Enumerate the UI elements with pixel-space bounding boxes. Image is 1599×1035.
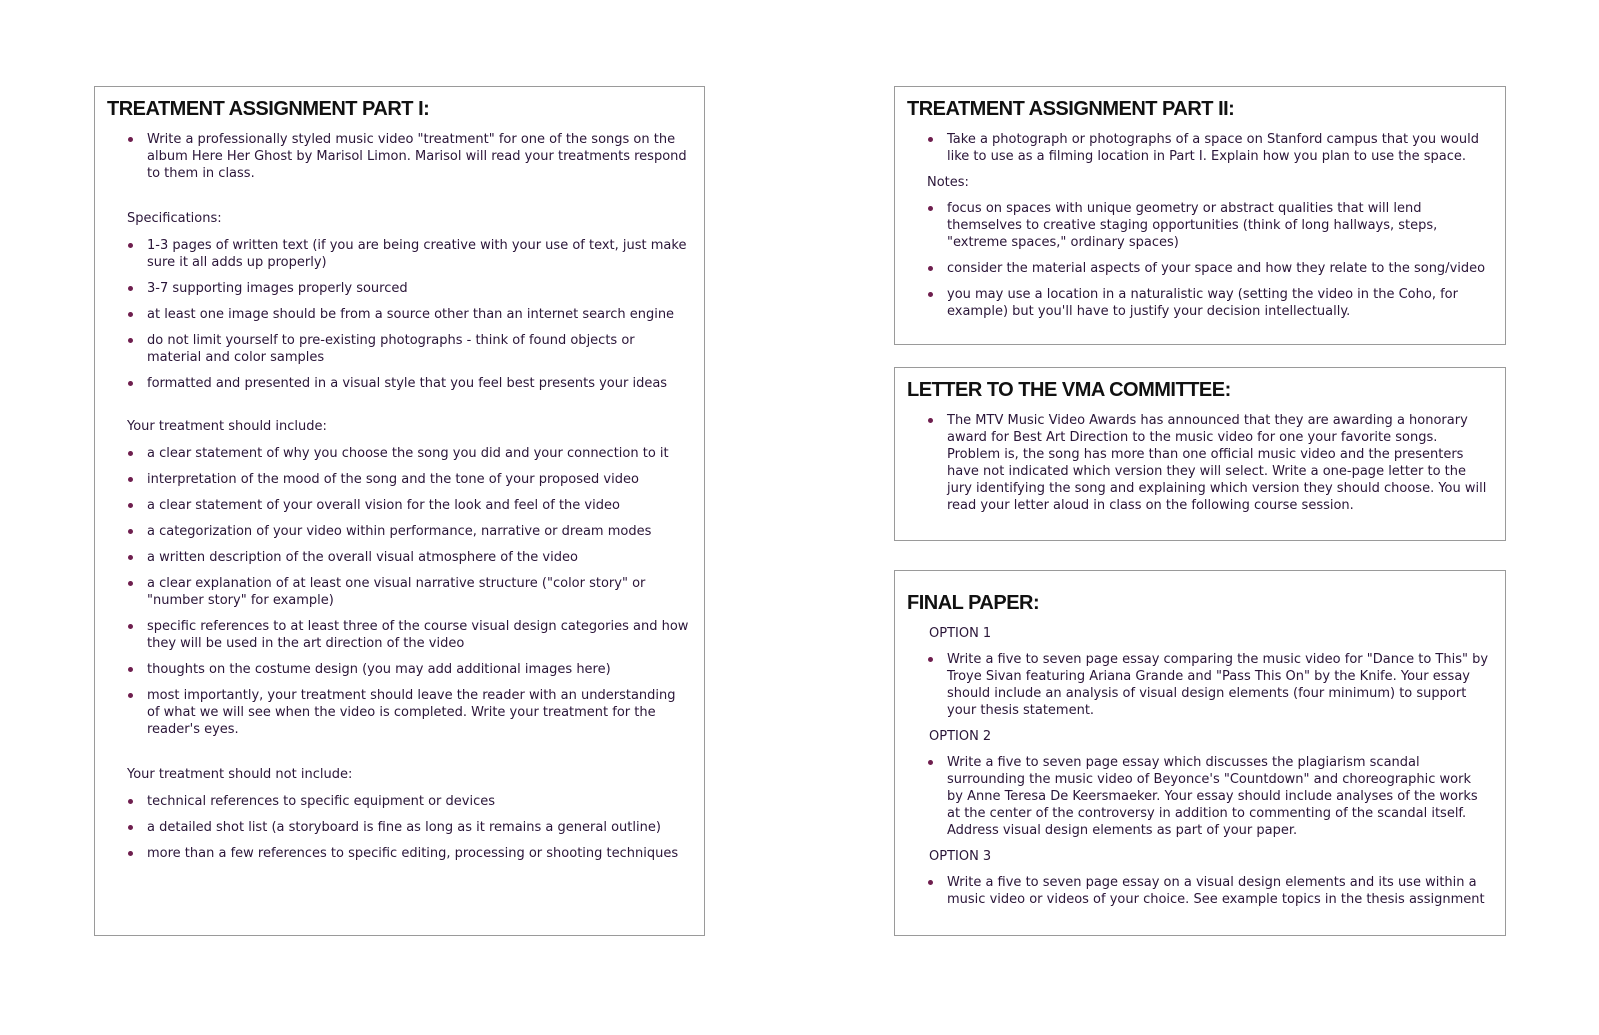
list-item: at least one image should be from a source other than an internet search engine bbox=[107, 306, 690, 323]
option-label: OPTION 1 bbox=[929, 626, 992, 641]
list-item: consider the material aspects of your space and how they relate to the song/video bbox=[907, 260, 1491, 277]
list-item: The MTV Music Video Awards has announced that they are awarding a honorary award for Best Art Direction to the music video for one your favorite songs. Problem is, the song has more than one official music video and the presenters have not indicated which version they will select. Write a one-page letter to the jury identifying the song and explaining which version they should choose. You will read your letter aloud in class on the following course session. bbox=[907, 412, 1491, 514]
exclude-label: Your treatment should not include: bbox=[127, 767, 353, 782]
list-item: Write a five to seven page essay comparing the music video for "Dance to This" by Troye Sivan featuring Ariana Grande and "Pass This On" by the Knife. Your essay should include an analysis of visual design elements (four minimum) to support your thesis statement. bbox=[907, 651, 1491, 719]
list-item: a categorization of your video within performance, narrative or dream modes bbox=[107, 523, 690, 540]
include-list bbox=[107, 445, 690, 738]
list-item: technical references to specific equipment or devices bbox=[107, 793, 690, 810]
vma-letter-panel bbox=[894, 367, 1506, 541]
list-item: more than a few references to specific editing, processing or shooting techniques bbox=[107, 845, 690, 862]
list-item: a clear statement of your overall vision for the look and feel of the video bbox=[107, 497, 690, 514]
list-item: focus on spaces with unique geometry or abstract qualities that will lend themselves to creative staging opportunities (think of long hallways, steps, "extreme spaces," ordinary spaces) bbox=[907, 200, 1491, 251]
exclude-list bbox=[107, 793, 690, 862]
part2-intro-list bbox=[907, 131, 1491, 165]
notes-list bbox=[907, 200, 1491, 320]
part1-title: TREATMENT ASSIGNMENT PART I: bbox=[107, 98, 430, 120]
final-paper-panel bbox=[894, 570, 1506, 936]
list-item: thoughts on the costume design (you may add additional images here) bbox=[107, 661, 690, 678]
option-label: OPTION 2 bbox=[929, 729, 992, 744]
specifications-list bbox=[107, 237, 690, 392]
list-item: Write a five to seven page essay which discusses the plagiarism scandal surrounding the music video of Beyonce's "Countdown" and choreographic work by Anne Teresa De Keersmaeker. Your essay should include analyses of the works at the center of the controversy in addition to commenting of the scandal itself. Address visual design elements as part of your paper. bbox=[907, 754, 1491, 839]
notes-label: Notes: bbox=[927, 175, 969, 190]
include-label: Your treatment should include: bbox=[127, 419, 327, 434]
option-list bbox=[907, 754, 1491, 839]
treatment-part1-panel bbox=[94, 86, 705, 936]
list-item: specific references to at least three of the course visual design categories and how they will be used in the art direction of the video bbox=[107, 618, 690, 652]
list-item: Take a photograph or photographs of a space on Stanford campus that you would like to use as a filming location in Part I. Explain how you plan to use the space. bbox=[907, 131, 1491, 165]
list-item: a clear statement of why you choose the song you did and your connection to it bbox=[107, 445, 690, 462]
option-list bbox=[907, 874, 1491, 908]
list-item: 1-3 pages of written text (if you are being creative with your use of text, just make sure it all adds up properly) bbox=[107, 237, 690, 271]
list-item: 3-7 supporting images properly sourced bbox=[107, 280, 690, 297]
list-item: a detailed shot list (a storyboard is fine as long as it remains a general outline) bbox=[107, 819, 690, 836]
list-item: interpretation of the mood of the song and the tone of your proposed video bbox=[107, 471, 690, 488]
part2-title: TREATMENT ASSIGNMENT PART II: bbox=[907, 98, 1235, 120]
part1-intro-list bbox=[107, 131, 690, 182]
list-item: formatted and presented in a visual style that you feel best presents your ideas bbox=[107, 375, 690, 392]
list-item: a written description of the overall visual atmosphere of the video bbox=[107, 549, 690, 566]
specifications-label: Specifications: bbox=[127, 211, 222, 226]
list-item: you may use a location in a naturalistic way (setting the video in the Coho, for example) but you'll have to justify your decision intellectually. bbox=[907, 286, 1491, 320]
list-item: Write a five to seven page essay on a visual design elements and its use within a music video or videos of your choice. See example topics in the thesis assignment bbox=[907, 874, 1491, 908]
letter-title: LETTER TO THE VMA COMMITTEE: bbox=[907, 379, 1231, 401]
list-item: do not limit yourself to pre-existing photographs - think of found objects or material and color samples bbox=[107, 332, 690, 366]
final-title: FINAL PAPER: bbox=[907, 592, 1040, 614]
list-item: Write a professionally styled music video "treatment" for one of the songs on the album Here Her Ghost by Marisol Limon. Marisol will read your treatments respond to them in class. bbox=[107, 131, 690, 182]
option-label: OPTION 3 bbox=[929, 849, 992, 864]
letter-list bbox=[907, 412, 1491, 514]
list-item: most importantly, your treatment should leave the reader with an understanding of what we will see when the video is completed. Write your treatment for the reader's eyes. bbox=[107, 687, 690, 738]
option-list bbox=[907, 651, 1491, 719]
list-item: a clear explanation of at least one visual narrative structure ("color story" or "number story" for example) bbox=[107, 575, 690, 609]
treatment-part2-panel bbox=[894, 86, 1506, 345]
